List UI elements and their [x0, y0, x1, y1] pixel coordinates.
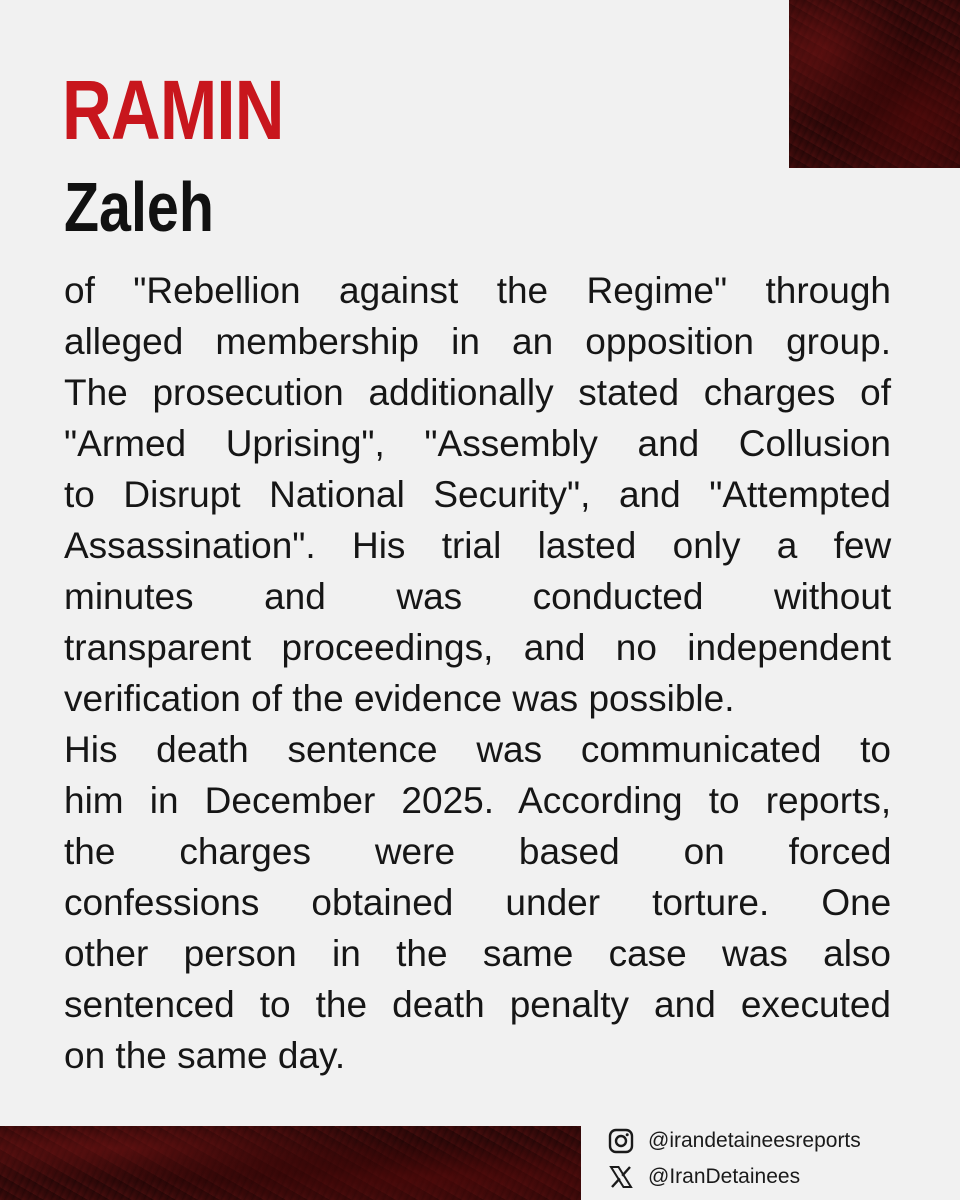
body-line: other person in the same case was also	[64, 933, 891, 974]
body-line: transparent proceedings, and no independent	[64, 627, 891, 668]
body-line: "Armed Uprising", "Assembly and Collusion	[64, 423, 891, 464]
x-handle-row[interactable]	[608, 1160, 928, 1194]
body-line: Assassination". His trial lasted only a few	[64, 525, 892, 566]
body-line: sentenced to the death penalty and executed	[64, 984, 891, 1025]
body-line: His death sentence was communicated to	[64, 729, 891, 770]
first-name-heading: RAMIN	[62, 63, 284, 157]
body-line: on the same day.	[64, 1035, 346, 1076]
body-line: minutes and was conducted without	[64, 576, 892, 617]
x-logo-icon	[608, 1164, 634, 1190]
body-line: to Disrupt National Security", and "Attempted	[64, 474, 891, 515]
body-line: confessions obtained under torture. One	[64, 882, 892, 923]
x-handle[interactable]: @IranDetainees	[648, 1165, 801, 1188]
decorative-texture-top	[789, 0, 960, 168]
body-line: alleged membership in an opposition group.	[64, 321, 891, 362]
body-line: of "Rebellion against the Regime" through	[64, 270, 891, 311]
body-line: The prosecution additionally stated charges of	[64, 372, 891, 413]
last-name-heading: Zaleh	[64, 168, 214, 246]
body-line: him in December 2025. According to reports,	[64, 780, 892, 821]
decorative-texture-bottom	[0, 1126, 581, 1200]
body-line: verification of the evidence was possible.	[64, 678, 735, 719]
instagram-icon	[608, 1128, 634, 1154]
body-paragraph	[64, 265, 891, 1081]
instagram-handle-row[interactable]	[608, 1124, 928, 1158]
body-line: the charges were based on forced	[64, 831, 892, 872]
instagram-handle[interactable]: @irandetaineesreports	[648, 1129, 861, 1152]
